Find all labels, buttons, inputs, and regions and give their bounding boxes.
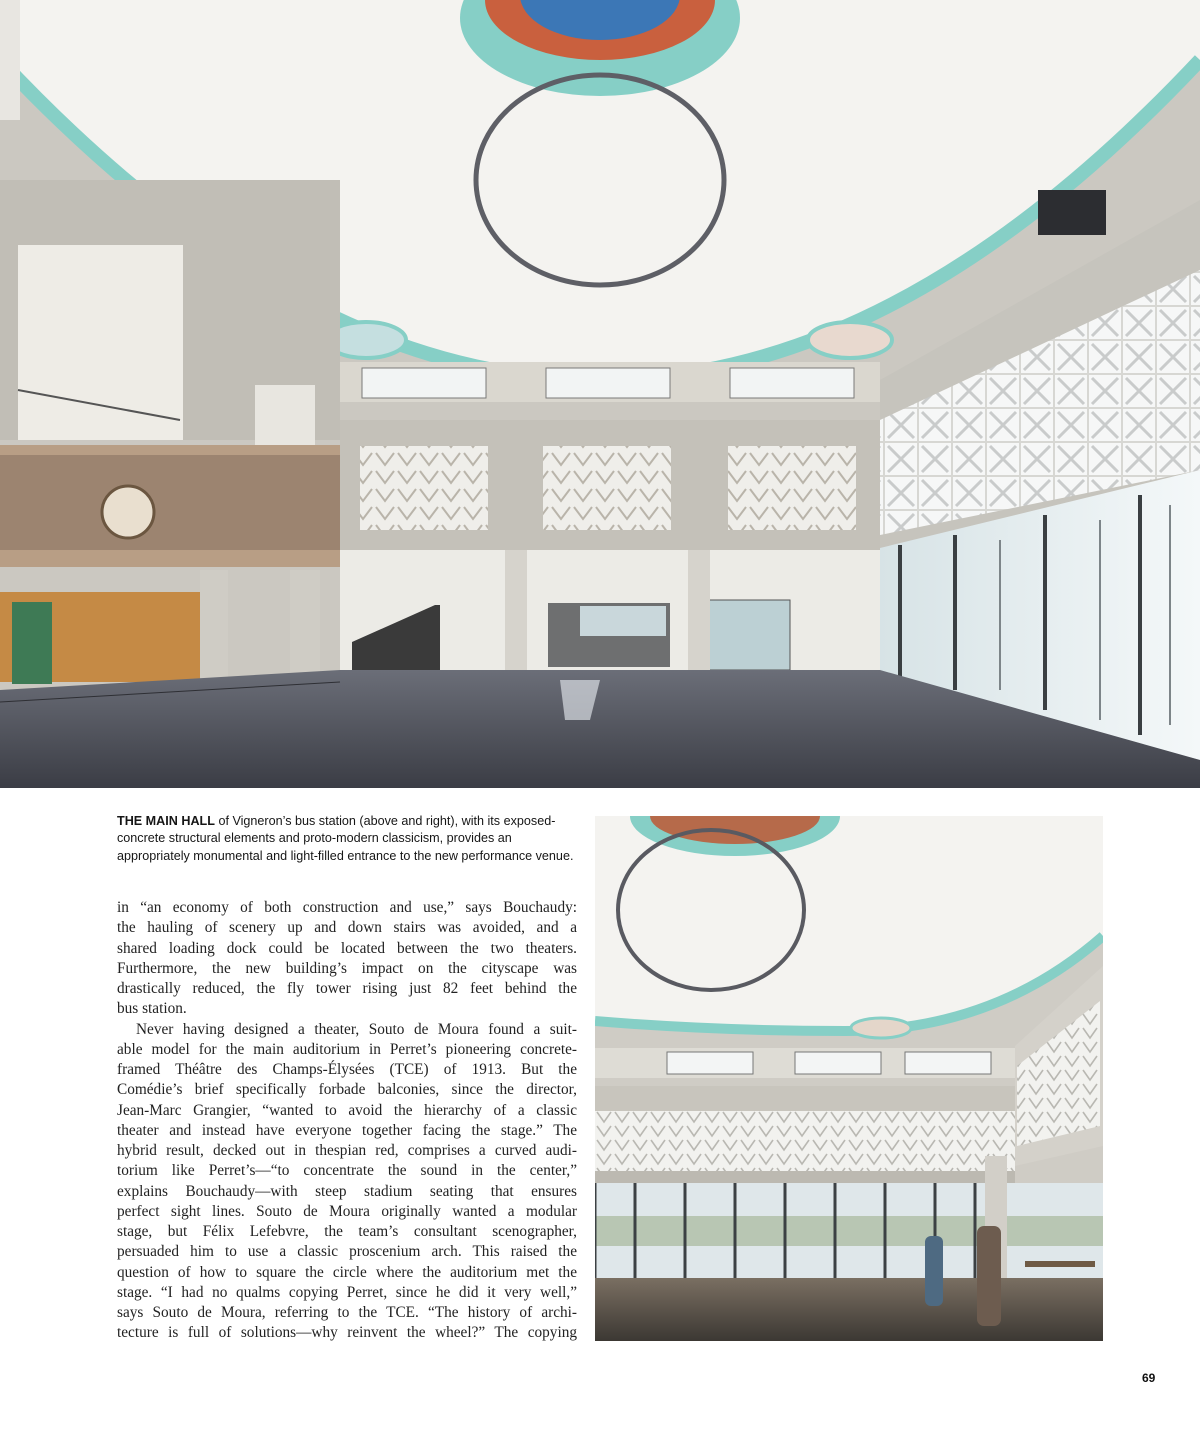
photo-caption (117, 813, 579, 865)
body-line: Furthermore, the new building’s impact on the cityscape was (117, 959, 577, 977)
body-line: Never having designed a theater, Souto de Moura found a suit- (136, 1020, 577, 1038)
body-line: persuaded him to use a classic proscenium arch. This raised the (117, 1243, 577, 1261)
hall-interior-photo (595, 816, 1103, 1341)
body-line: question of how to square the circle where the auditorium met the (117, 1263, 577, 1281)
body-line: framed Théâtre des Champs-Élysées (TCE) of 1913. But the (117, 1061, 577, 1078)
page-number: 69 (1142, 1371, 1156, 1385)
body-line: in “an economy of both construction and use,” says Bouchaudy: (117, 899, 577, 916)
body-line: tecture is full of solutions—why reinvent the wheel?” The copying (117, 1324, 577, 1342)
body-line: stage. “I had no qualms copying Perret, since he did it very well,” (117, 1283, 577, 1301)
body-line: theater and instead have everyone together facing the stage.” The (117, 1121, 577, 1139)
body-line: explains Bouchaudy—with steep stadium seating that ensures (117, 1182, 577, 1200)
caption-text: of Vigneron’s bus station (above and right), with its exposed-concrete structural elements and proto-modern classicism, provides an appropriately monumental and light-filled entrance to the new performance venue. (117, 814, 574, 863)
body-line: bus station. (117, 1000, 187, 1018)
body-line: stage, but Félix Lefebvre, the team’s consultant scenographer, (117, 1223, 577, 1240)
body-line: the hauling of scenery up and down stairs was avoided, and a (117, 919, 577, 937)
caption-lead: THE MAIN HALL (117, 814, 215, 828)
body-line: torium like Perret’s—“to concentrate the sound in the center,” (117, 1162, 577, 1180)
body-line: able model for the main auditorium in Perret’s pioneering concrete- (117, 1040, 577, 1058)
body-line: hybrid result, decked out in thespian red, comprises a curved audi- (117, 1142, 577, 1159)
body-line: Jean-Marc Grangier, “wanted to avoid the hierarchy of a classic (117, 1101, 577, 1119)
hall-interior-illustration (595, 816, 1103, 1341)
body-line: perfect sight lines. Souto de Moura originally wanted a modular (117, 1202, 577, 1220)
article-body (117, 898, 577, 1344)
body-line: Comédie’s brief specifically forbade balconies, since the director, (117, 1081, 577, 1099)
body-line: drastically reduced, the fly tower rising just 82 feet behind the (117, 980, 577, 997)
body-line: says Souto de Moura, referring to the TCE. “The history of archi- (117, 1304, 577, 1321)
body-line: shared loading dock could be located between the two theaters. (117, 939, 577, 957)
